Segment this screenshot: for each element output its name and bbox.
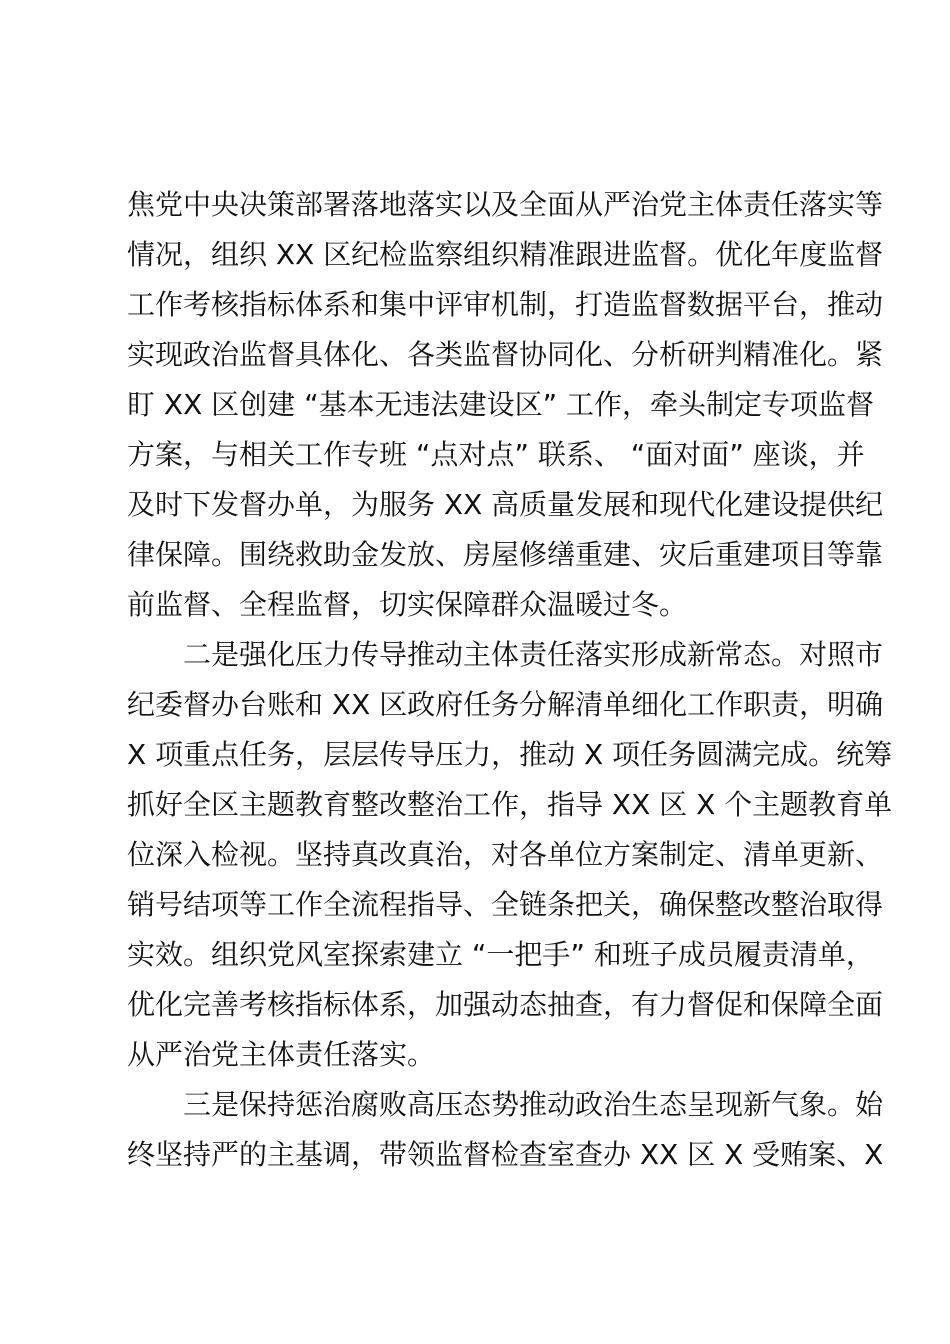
paragraph-2 [127, 630, 893, 1080]
text-line: 纪委督办台账和 XX 区政府任务分解清单细化工作职责，明确 [127, 688, 884, 721]
text-line: 实现政治监督具体化、各类监督协同化、分析研判精准化。紧 [127, 338, 884, 371]
text-line: 二是强化压力传导推动主体责任落实形成新常态。对照市 [183, 638, 884, 671]
text-line: 从严治党主体责任落实。 [127, 1038, 436, 1071]
paragraph-3 [127, 1080, 884, 1180]
text-line: 三是保持惩治腐败高压态势推动政治生态呈现新气象。始 [183, 1088, 884, 1121]
text-line: 实效。组织党风室探索建立 “一把手” 和班子成员履责清单， [127, 938, 874, 971]
text-line: 律保障。围绕救助金发放、房屋修缮重建、灾后重建项目等靠 [127, 538, 884, 571]
text-line: 前监督、全程监督，切实保障群众温暖过冬。 [127, 588, 688, 621]
text-line: 情况，组织 XX 区纪检监察组织精准跟进监督。优化年度监督 [127, 238, 884, 271]
text-line: 抓好全区主题教育整改整治工作，指导 XX 区 X 个主题教育单 [127, 788, 893, 821]
text-line: 及时下发督办单，为服务 XX 高质量发展和现代化建设提供纪 [127, 488, 884, 521]
text-line: 终坚持严的主基调，带领监督检查室查办 XX 区 X 受贿案、X [127, 1138, 884, 1171]
text-line: X 项重点任务，层层传导压力，推动 X 项任务圆满完成。统筹 [127, 738, 893, 771]
text-line: 工作考核指标体系和集中评审机制，打造监督数据平台，推动 [127, 288, 884, 321]
text-line: 盯 XX 区创建 “基本无违法建设区” 工作，牵头制定专项监督 [127, 388, 874, 421]
text-line: 焦党中央决策部署落地落实以及全面从严治党主体责任落实等 [127, 188, 884, 221]
document-body [127, 180, 893, 1180]
text-line: 优化完善考核指标体系，加强动态抽查，有力督促和保障全面 [127, 988, 884, 1021]
paragraph-1 [127, 180, 884, 630]
text-line: 位深入检视。坚持真改真治，对各单位方案制定、清单更新、 [127, 838, 884, 871]
text-line: 方案，与相关工作专班 “点对点” 联系、 “面对面” 座谈，并 [127, 438, 865, 471]
text-line: 销号结项等工作全流程指导、全链条把关，确保整改整治取得 [127, 888, 884, 921]
